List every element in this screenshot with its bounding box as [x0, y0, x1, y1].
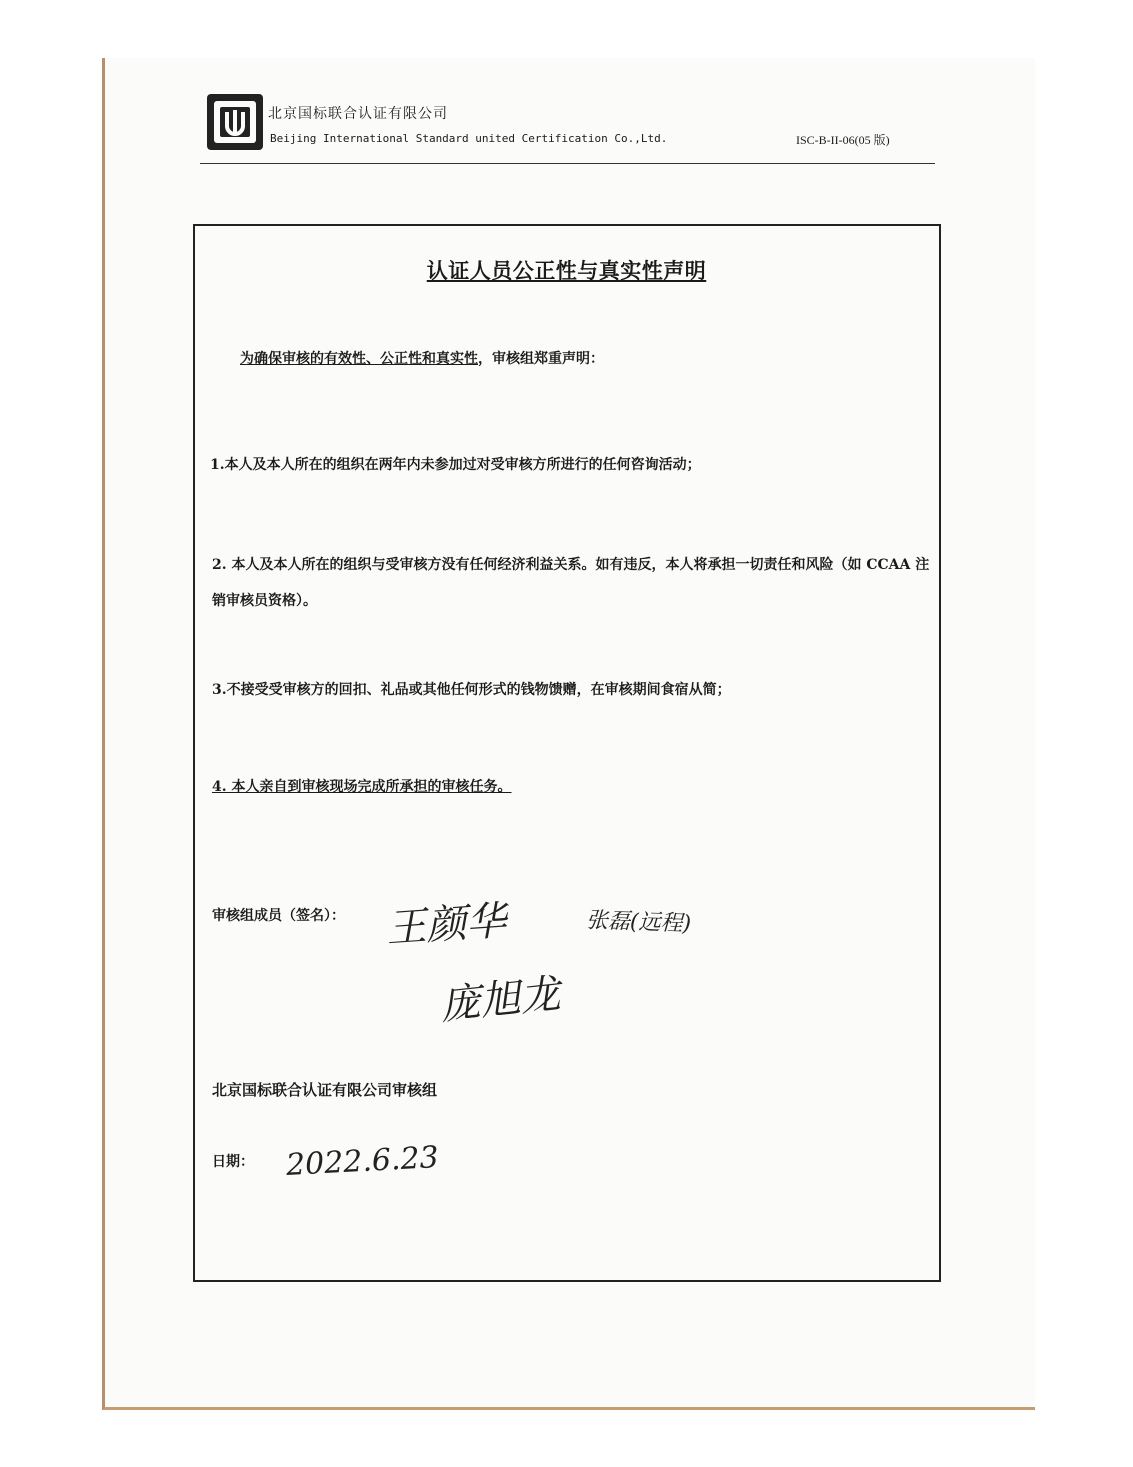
date-label: 日期：: [212, 1154, 254, 1170]
document-number: ISC-B-II-06(05 版): [796, 133, 890, 147]
date-handwritten: 2022.6.23: [285, 1140, 440, 1183]
intro-rest: ，审核组郑重声明：: [478, 351, 604, 367]
declaration-item-4: [212, 776, 512, 796]
declaration-item-1: 1.本人及本人所在的组织在两年内未参加过对受审核方所进行的任何咨询活动；: [210, 457, 701, 473]
declaration-item-4-text: 4. 本人亲自到审核现场完成所承担的审核任务。: [212, 779, 512, 795]
declaration-item-3: 3.不接受受审核方的回扣、礼品或其他任何形式的钱物馈赠，在审核期间食宿从简；: [212, 682, 731, 698]
header-divider: [200, 163, 935, 164]
intro-underlined: 为确保审核的有效性、公正性和真实性: [240, 351, 478, 367]
page-title: 认证人员公正性与真实性声明: [426, 259, 707, 283]
signature-3: 庞旭龙: [438, 970, 563, 1030]
signature-2: 张磊(远程): [585, 908, 692, 937]
company-name-cn: 北京国标联合认证有限公司: [268, 106, 448, 122]
audit-team-org: 北京国标联合认证有限公司审核组: [212, 1081, 438, 1099]
intro-paragraph: [240, 348, 604, 368]
company-name-en: Beijing International Standard united Certification Co.,Ltd.: [270, 132, 668, 145]
signature-1: 王颜华: [384, 897, 508, 953]
declaration-frame: [193, 224, 941, 1282]
declaration-item-2: 2. 本人及本人所在的组织与受审核方没有任何经济利益关系。如有违反，本人将承担一切责任和风险（如 CCAA 注销审核员资格）。: [212, 557, 930, 609]
company-logo-icon: [205, 92, 265, 152]
members-label: 审核组成员（签名）：: [212, 908, 345, 924]
